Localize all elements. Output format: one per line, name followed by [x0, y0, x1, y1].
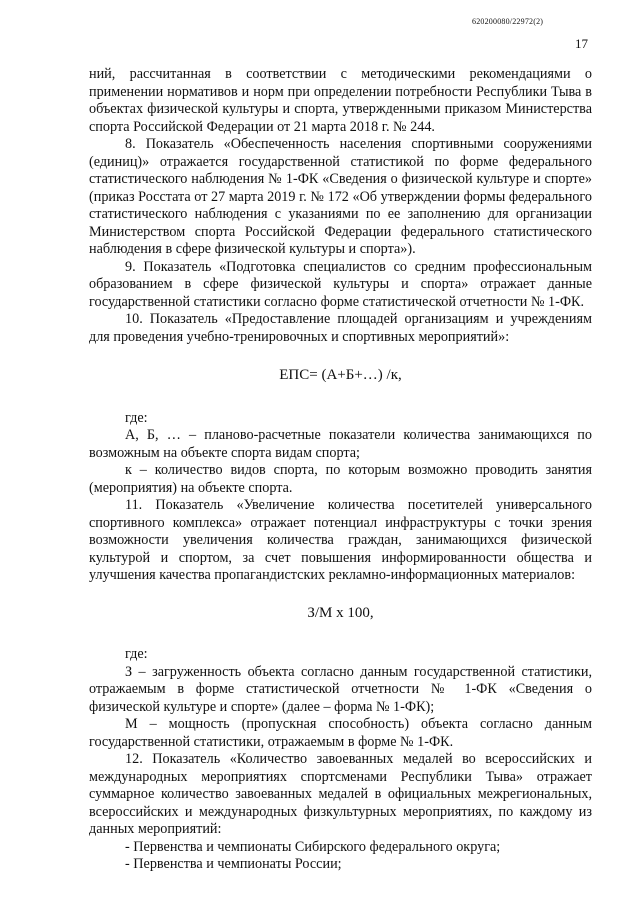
- list-item-russia: - Первенства и чемпионаты России;: [125, 856, 342, 872]
- definition-ab: А, Б, … – планово-расчетные показатели количества занимающихся по возможным на объекте спорта видам спорта;: [89, 427, 592, 461]
- formula-eps: ЕПС= (А+Б+…) /к,: [279, 367, 402, 383]
- definition-m: М – мощность (пропускная способность) объекта согласно данным государственной статистики, отражаемым в форме № 1-ФК.: [89, 716, 592, 750]
- where-label-1: где:: [125, 409, 148, 426]
- page-number: 17: [575, 36, 588, 51]
- definition-k: к – количество видов спорта, по которым возможно проводить занятия (мероприятия) на объекте спорта.: [89, 462, 592, 496]
- document-id: 620200080/22972(2): [472, 17, 544, 26]
- document-body: [89, 66, 592, 874]
- paragraph-8: 8. Показатель «Обеспеченность населения спортивными сооружениями (единиц)» отражается государственной статистикой по форме федерального статистического наблюдения № 1-ФК «Сведения о физической культуре и спорте» (приказ Росстата от 27 марта 2019 г. № 172 «Об утверждении формы федерального статистического наблюдения с указаниями по ее заполнению для организации Министерством спорта Российской Федерации федерального статистического наблюдения в сфере физической культуры и спорта»).: [89, 136, 592, 257]
- where-label-2: где:: [125, 646, 148, 662]
- paragraph-10: 10. Показатель «Предоставление площадей организациям и учреждениям для проведения учебно-тренировочных и спортивных мероприятий»:: [89, 311, 592, 345]
- formula-zm: З/М x 100,: [307, 604, 374, 621]
- definition-z: З – загруженность объекта согласно данным государственной статистики, отражаемым в форме статистической отчетности № 1-ФК «Сведения о физической культуре и спорте» (далее – форма № 1-ФК);: [89, 663, 592, 715]
- paragraph-continuation: ний, рассчитанная в соответствии с методическими рекомендациями о применении нормативов и норм при определении потребности Республики Тыва в объектах физической культуры и спорта, утвержденными приказом Министерства спорта Российской Федерации от 21 марта 2018 г. № 244.: [89, 66, 592, 135]
- paragraph-12: 12. Показатель «Количество завоеванных медалей во всероссийских и международных мероприятиях спортсменами Республики Тыва» отражает суммарное количество завоеванных медалей в официальных межрегиональных, всероссийских и международных физкультурных мероприятиях, по каждому из данных мероприятий:: [89, 751, 592, 837]
- paragraph-11: 11. Показатель «Увеличение количества посетителей универсального спортивного комплекса» отражает потенциал инфраструктуры с точки зрения возможности увеличения количества граждан, занимающихся физической культурой и спортом, за счет повышения информированности общества и улучшения качества пропагандистских рекламно-информационных материалов:: [89, 497, 592, 583]
- paragraph-9: 9. Показатель «Подготовка специалистов со средним профессиональным образованием в сфере физической культуры и спорта» отражает данные государственной статистики согласно форме статистической отчетности № 1-ФК.: [89, 258, 592, 310]
- list-item-siberian: - Первенства и чемпионаты Сибирского федерального округа;: [125, 838, 501, 855]
